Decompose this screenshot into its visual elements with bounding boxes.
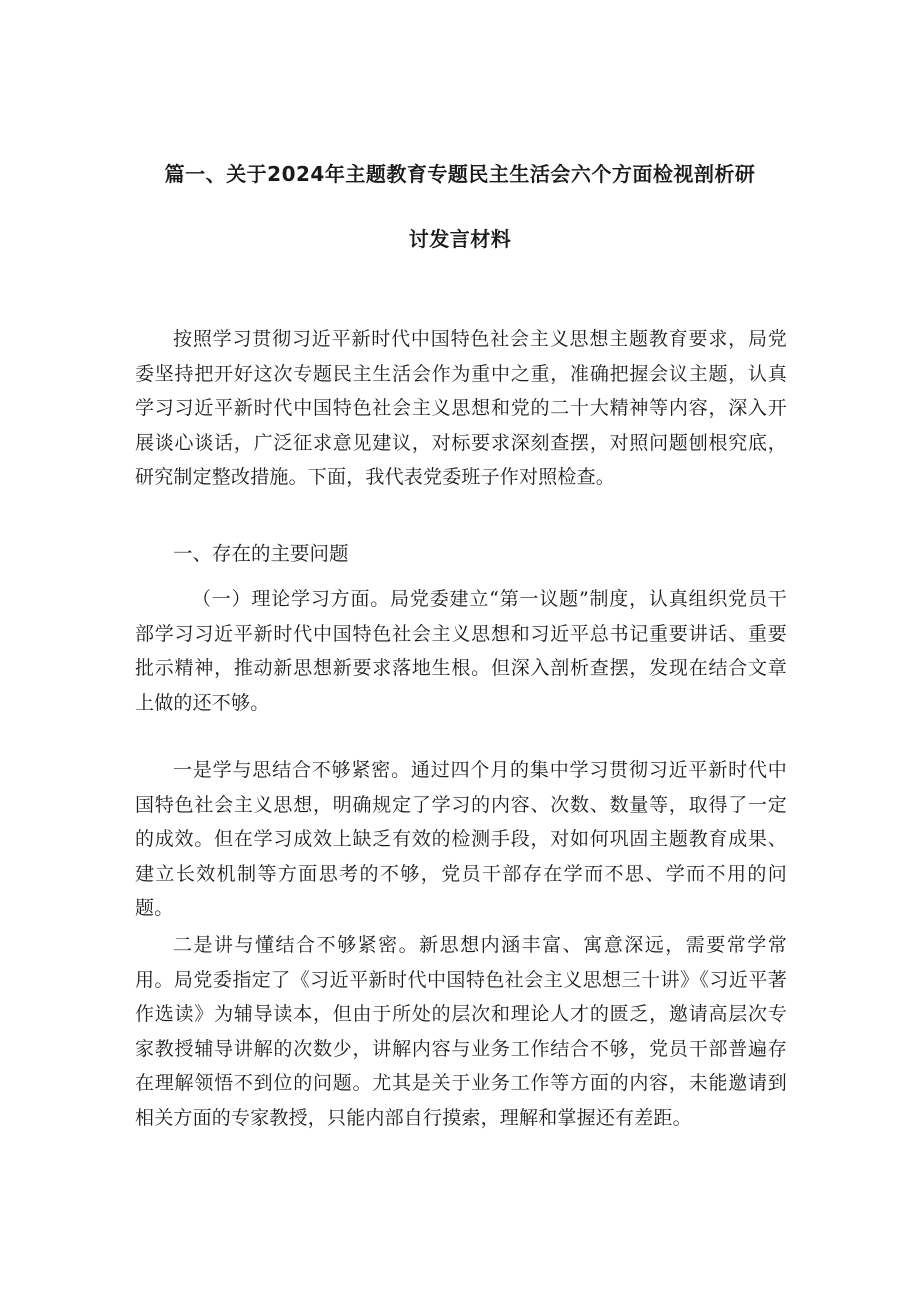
- document-title-line-1: 篇一、关于2024年主题教育专题民主生活会六个方面检视剖析研: [164, 162, 756, 186]
- theory-study-paragraph: （一）理论学习方面。局党委建立“第一议题”制度，认真组织党员干部学习习近平新时代中国特色社会主义思想和习近平总书记重要讲话、重要批示精神，推动新思想新要求落地生根。但深入剖析查摆，发现在结合文章上做的还不够。: [135, 588, 787, 714]
- point-one-paragraph: 一是学与思结合不够紧密。通过四个月的集中学习贯彻习近平新时代中国特色社会主义思想，明确规定了学习的内容、次数、数量等，取得了一定的成效。但在学习成效上缺乏有效的检测手段，对如何巩固主题教育成果、建立长效机制等方面思考的不够，党员干部存在学而不思、学而不用的问题。: [135, 759, 787, 919]
- document-title-line-2: 讨发言材料: [408, 227, 512, 251]
- intro-paragraph: 按照学习贯彻习近平新时代中国特色社会主义思想主题教育要求，局党委坚持把开好这次专题民主生活会作为重中之重，准确把握会议主题，认真学习习近平新时代中国特色社会主义思想和党的二十大精神等内容，深入开展谈心谈话，广泛征求意见建议，对标要求深刻查摆，对照问题刨根究底，研究制定整改措施。下面，我代表党委班子作对照检查。: [135, 328, 787, 488]
- section-heading-main-issues: 一、存在的主要问题: [173, 542, 349, 565]
- point-two-paragraph: 二是讲与懂结合不够紧密。新思想内涵丰富、寓意深远，需要常学常用。局党委指定了《习近平新时代中国特色社会主义思想三十讲》《习近平著作选读》为辅导读本，但由于所处的层次和理论人才的匮乏，邀请高层次专家教授辅导讲解的次数少，讲解内容与业务工作结合不够，党员干部普遍存在理解领悟不到位的问题。尤其是关于业务工作等方面的内容，未能邀请到相关方面的专家教授，只能内部自行摸索，理解和掌握还有差距。: [135, 934, 787, 1129]
